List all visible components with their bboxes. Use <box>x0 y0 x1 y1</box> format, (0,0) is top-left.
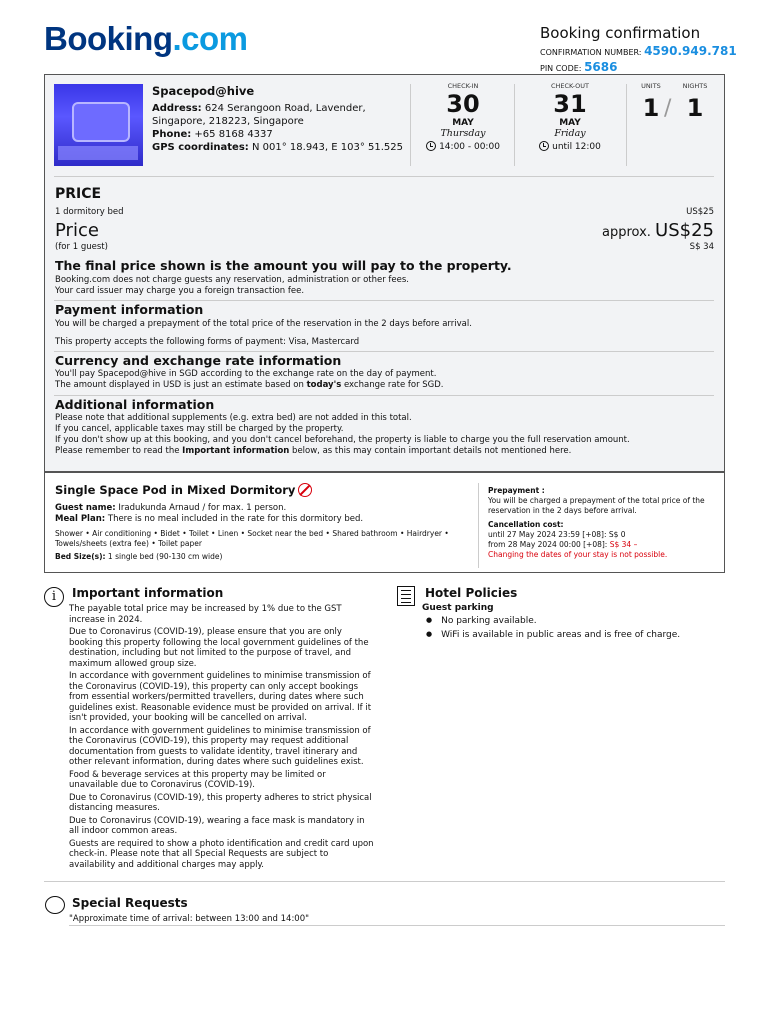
policies-list <box>426 614 680 641</box>
divider <box>410 84 411 166</box>
units-count: 1 <box>642 94 660 122</box>
check-in: CHECK-IN 30 MAY Thursday 14:00 - 00:00 <box>412 82 514 152</box>
divider <box>514 84 515 166</box>
room-amenities: Shower • Air conditioning • Bidet • Toilet • Linen • Socket near the bed • Shared bathroom • Hairdryer • Towels/sheets (extra fee) • Toilet paper <box>55 529 449 548</box>
prepayment-cancellation: Prepayment : You will be charged a prepayment of the total price of the reservation in the 2 days before arrival. Cancellation cost: until 27 May 2024 23:59 [+08]: S$ 0 from 28 May 2024 00:00 [+08]: S$ 34 – Changing the dates of your stay is not possible. <box>488 486 705 559</box>
important-heading: Important information <box>72 586 224 600</box>
clock-icon <box>426 141 436 151</box>
confirmation-header <box>540 24 760 74</box>
check-out-day: 31 <box>553 90 587 118</box>
list-item: Guests are required to show a photo identification and credit card upon check-in. Please note that all Special Requests are subject to availability and additional charges may apply. <box>69 838 374 870</box>
clock-icon <box>539 141 549 151</box>
list-item: Food & beverage services at this property may be limited or unavailable due to Coronavirus (COVID-19). <box>69 769 326 790</box>
check-out: CHECK-OUT 31 MAY Friday until 12:00 <box>516 82 624 152</box>
special-requests-heading: Special Requests <box>72 896 188 910</box>
hotel-phone: +65 8168 4337 <box>194 129 273 140</box>
additional-heading: Additional information <box>55 397 215 412</box>
check-in-day: 30 <box>446 90 480 118</box>
list-item: In accordance with government guidelines to minimise transmission of the Coronavirus (COVID-19), this property may request additional documentation from guests to validate identity, travel itinerary and other relevant information, during dates where such guidelines exist. <box>69 725 371 767</box>
list-item: In accordance with government guidelines to minimise transmission of the Coronavirus (COVID-19), this property can only accept bookings from essential workers/permitted travellers, during dates where such guidelines exist. Reasonable evidence must be provided on arrival. If it isn't provided, your booking will be cancelled on arrival. <box>69 671 372 723</box>
divider <box>626 84 627 166</box>
confirmation-number: CONFIRMATION NUMBER: 4590.949.781 <box>540 44 737 58</box>
total-price: US$25 <box>655 220 714 241</box>
no-smoking-icon <box>298 483 312 497</box>
pin-code: PIN CODE: 5686 <box>540 60 618 74</box>
guest-name: Iradukunda Arnaud / for max. 1 person. <box>118 503 287 513</box>
payment-heading: Payment information <box>55 302 204 317</box>
list-item: Due to Coronavirus (COVID-19), please ensure that you are only booking this property following the local government guidelines of the destination, including but not limited to the purpose of travel, and maximum allowed group size. <box>69 627 369 669</box>
currency-heading: Currency and exchange rate information <box>55 353 342 368</box>
hotel-name: Spacepod@hive <box>152 84 255 98</box>
hotel-photo <box>54 84 143 166</box>
hotel-details: Address: 624 Serangoon Road, Lavender, Singapore, 218223, Singapore Phone: +65 8168 4337 GPS coordinates: N 001° 18.943, E 103° 51.525 <box>152 103 404 153</box>
list-item: Due to Coronavirus (COVID-19), this property adheres to strict physical distancing measures. <box>69 792 372 813</box>
document-icon <box>397 586 415 606</box>
total-price-sgd: S$ 34 <box>689 242 714 252</box>
list-item: Due to Coronavirus (COVID-19), wearing a face mask is mandatory in all indoor common areas. <box>69 815 365 836</box>
booking-logo: Booking.com <box>44 20 248 57</box>
list-item: ● WiFi is available in public areas and is free of charge. <box>426 628 680 642</box>
special-request-text: "Approximate time of arrival: between 13:00 and 14:00" <box>69 914 310 924</box>
important-info-list <box>69 604 377 872</box>
page-title: Booking confirmation <box>540 24 701 42</box>
policies-heading: Hotel Policies <box>425 586 518 600</box>
info-icon: i <box>44 587 64 607</box>
price-heading: PRICE <box>55 186 102 202</box>
nights-count: 1 <box>686 94 704 122</box>
speech-bubble-icon <box>45 896 65 914</box>
hotel-gps: N 001° 18.943, E 103° 51.525 <box>251 142 404 153</box>
hotel-address: 624 Serangoon Road, Lavender, Singapore, 218223, Singapore <box>152 103 366 127</box>
room-title: Single Space Pod in Mixed Dormitory <box>55 483 312 497</box>
list-item: The payable total price may be increased by 1% due to the GST increase in 2024. <box>69 604 342 625</box>
list-item: ● No parking available. <box>426 614 680 628</box>
